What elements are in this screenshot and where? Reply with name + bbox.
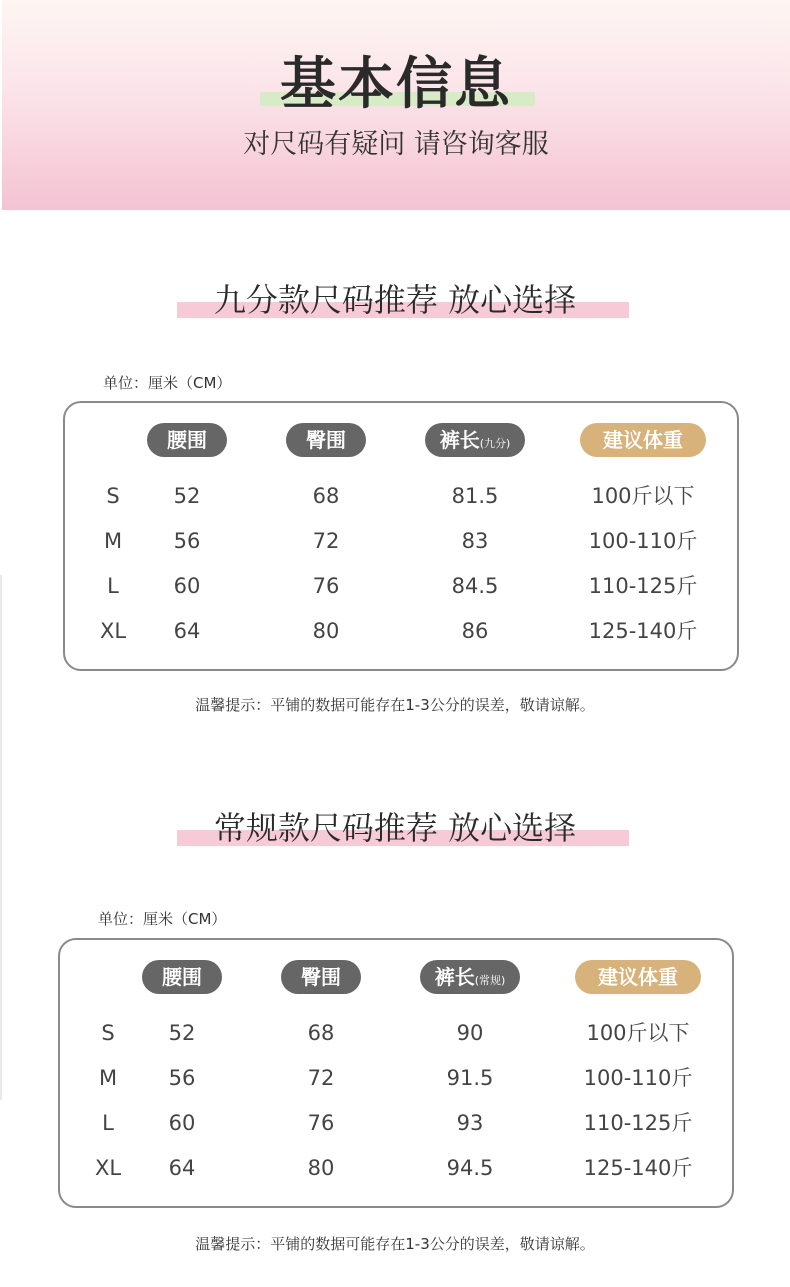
waist-value: 60	[173, 574, 201, 598]
unit-label: 单位：厘米（CM）	[103, 374, 232, 392]
section-heading-text: 九分款尺码推荐 放心选择	[213, 281, 577, 319]
length-value: 84.5	[451, 574, 499, 598]
weight-value: 100-110斤	[583, 1066, 693, 1090]
waist-value: 52	[168, 1021, 196, 1045]
hip-value: 68	[307, 1021, 335, 1045]
header-banner	[2, 0, 790, 210]
measurement-tip: 温馨提示：平铺的数据可能存在1-3公分的误差，敬请谅解。	[195, 1235, 595, 1253]
hip-value: 80	[307, 1156, 335, 1180]
length-value: 83	[461, 529, 489, 553]
column-header-length: 裤长(九分)	[425, 423, 525, 457]
weight-value: 125-140斤	[583, 1156, 693, 1180]
size-label: XL	[99, 619, 127, 643]
waist-value: 60	[168, 1111, 196, 1135]
size-label: M	[98, 1066, 118, 1090]
hip-value: 76	[312, 574, 340, 598]
weight-value: 110-125斤	[583, 1111, 693, 1135]
hip-value: 80	[312, 619, 340, 643]
column-header-hip: 臀围	[286, 423, 366, 457]
size-label: M	[103, 529, 123, 553]
size-table-regular-length	[58, 938, 734, 1208]
hip-value: 72	[307, 1066, 335, 1090]
hip-value: 72	[312, 529, 340, 553]
waist-value: 56	[173, 529, 201, 553]
length-value: 90	[456, 1021, 484, 1045]
page-title: 基本信息	[280, 51, 512, 117]
size-label: L	[107, 574, 119, 598]
measurement-tip: 温馨提示：平铺的数据可能存在1-3公分的误差，敬请谅解。	[195, 696, 595, 714]
waist-value: 56	[168, 1066, 196, 1090]
weight-value: 100斤以下	[591, 484, 695, 508]
length-value: 93	[456, 1111, 484, 1135]
length-value: 91.5	[446, 1066, 494, 1090]
size-label: S	[101, 1021, 115, 1045]
column-header-waist: 腰围	[142, 960, 222, 994]
waist-value: 64	[173, 619, 201, 643]
hip-value: 76	[307, 1111, 335, 1135]
weight-value: 100斤以下	[586, 1021, 690, 1045]
column-header-waist: 腰围	[147, 423, 227, 457]
size-label: S	[106, 484, 120, 508]
length-value: 94.5	[446, 1156, 494, 1180]
weight-value: 110-125斤	[588, 574, 698, 598]
waist-value: 52	[173, 484, 201, 508]
column-header-hip: 臀围	[281, 960, 361, 994]
size-label: XL	[94, 1156, 122, 1180]
column-header-length: 裤长(常规)	[420, 960, 520, 994]
weight-value: 125-140斤	[588, 619, 698, 643]
section-heading-text: 常规款尺码推荐 放心选择	[213, 809, 577, 847]
waist-value: 64	[168, 1156, 196, 1180]
page-subtitle: 对尺码有疑问 请咨询客服	[243, 129, 549, 160]
weight-value: 100-110斤	[588, 529, 698, 553]
length-value: 81.5	[451, 484, 499, 508]
hip-value: 68	[312, 484, 340, 508]
length-value: 86	[461, 619, 489, 643]
size-table-ninth-length	[63, 401, 739, 671]
size-label: L	[102, 1111, 114, 1135]
column-header-weight: 建议体重	[580, 423, 706, 457]
column-header-weight: 建议体重	[575, 960, 701, 994]
unit-label: 单位：厘米（CM）	[98, 910, 227, 928]
